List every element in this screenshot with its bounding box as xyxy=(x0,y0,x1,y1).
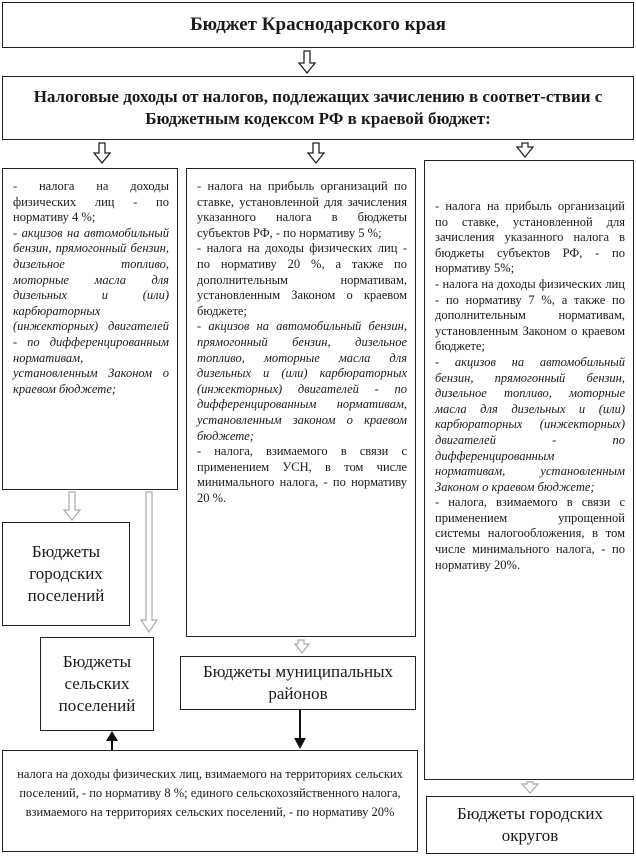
city-districts-budget: Бюджеты городских округов xyxy=(426,796,634,854)
arrow-subtitle-to-col2 xyxy=(308,143,324,163)
tax-item: - налога на прибыль организаций по ставке, установленной для зачисления указанного налога в бюджеты субъектов РФ, - по нормативу 5%; xyxy=(435,199,625,276)
arrow-subtitle-to-col1 xyxy=(94,143,110,163)
subtitle: Налоговые доходы от налогов, подлежащих зачислению в соответ-ствии с Бюджетным кодексом РФ в краевой бюджет: xyxy=(2,76,634,140)
tax-item: - акцизов на автомобильный бензин, прямогонный бензин, дизельное топливо, моторные масла для дизельных и (или) карбюраторных (инжекторных) двигателей - по дифференцированным нормативам, установленным законом о краевом бюджете; xyxy=(197,319,407,443)
tax-item: - налога на доходы физических лиц - по нормативу 4 %; xyxy=(13,179,169,225)
arrow-municipal-to-bottom xyxy=(294,738,306,749)
tax-column-2 xyxy=(186,168,416,637)
tax-item: - налога на доходы физических лиц - по нормативу 20 %, а также по дополнительным нормативам, установленным Законом о краевом бюджете; xyxy=(197,241,407,318)
tax-column-1 xyxy=(2,168,178,490)
tax-item: - налога, взимаемого в связи с применением упрощенной системы налогообложения, в том числе минимального налога, - по нормативу 20%. xyxy=(435,495,625,572)
tax-item: - налога на доходы физических лиц - по нормативу 7 %, а также по дополнительным нормативам, установленным Законом о краевом бюджете; xyxy=(435,276,625,354)
arrow-title-to-subtitle xyxy=(299,51,315,73)
rural-settlements-budget: Бюджеты сельских поселений xyxy=(40,637,154,731)
arrow-col1-to-city-settlements xyxy=(64,492,80,520)
tax-item: - налога на прибыль организаций по ставке, установленной для зачисления указанного налога в бюджеты субъектов РФ, - по нормативу 5 %; xyxy=(197,179,407,240)
city-settlements-budget: Бюджеты городских поселений xyxy=(2,522,130,626)
tax-item: - акцизов на автомобильный бензин, прямогонный бензин, дизельное топливо, моторные масла для дизельных и (или) карбюраторных (инжекторных) двигателей - по дифференцированным нормативам, установленным Законом о краевом бюджете; xyxy=(13,225,169,396)
municipal-districts-budget: Бюджеты муниципальных районов xyxy=(180,656,416,710)
arrow-col3-to-city-districts xyxy=(522,782,538,793)
page-title: Бюджет Краснодарского края xyxy=(2,2,634,48)
arrow-col1-to-rural-settlements xyxy=(141,492,157,632)
arrow-col2-to-municipal xyxy=(295,640,309,653)
rural-tax-box: налога на доходы физических лиц, взимаемого на территориях сельских поселений, - по нормативу 8 %; единого сельскохозяйственного налога, взимаемого на территориях сельских поселений, - по нормативу 20% xyxy=(2,750,418,852)
arrow-subtitle-to-col3 xyxy=(517,143,533,157)
tax-column-3 xyxy=(424,160,634,780)
tax-item: - акцизов на автомобильный бензин, прямогонный бензин, дизельное топливо, моторные масла для дизельных и (или) карбюраторных (инжекторных) двигателей - по дифференцированным нормативам, установленным Законом о краевом бюджете; xyxy=(435,354,625,494)
tax-item: - налога, взимаемого в связи с применением УСН, в том числе минимального налога, - по нормативу 20 %. xyxy=(197,444,407,505)
arrow-bottom-to-rural xyxy=(106,731,118,741)
